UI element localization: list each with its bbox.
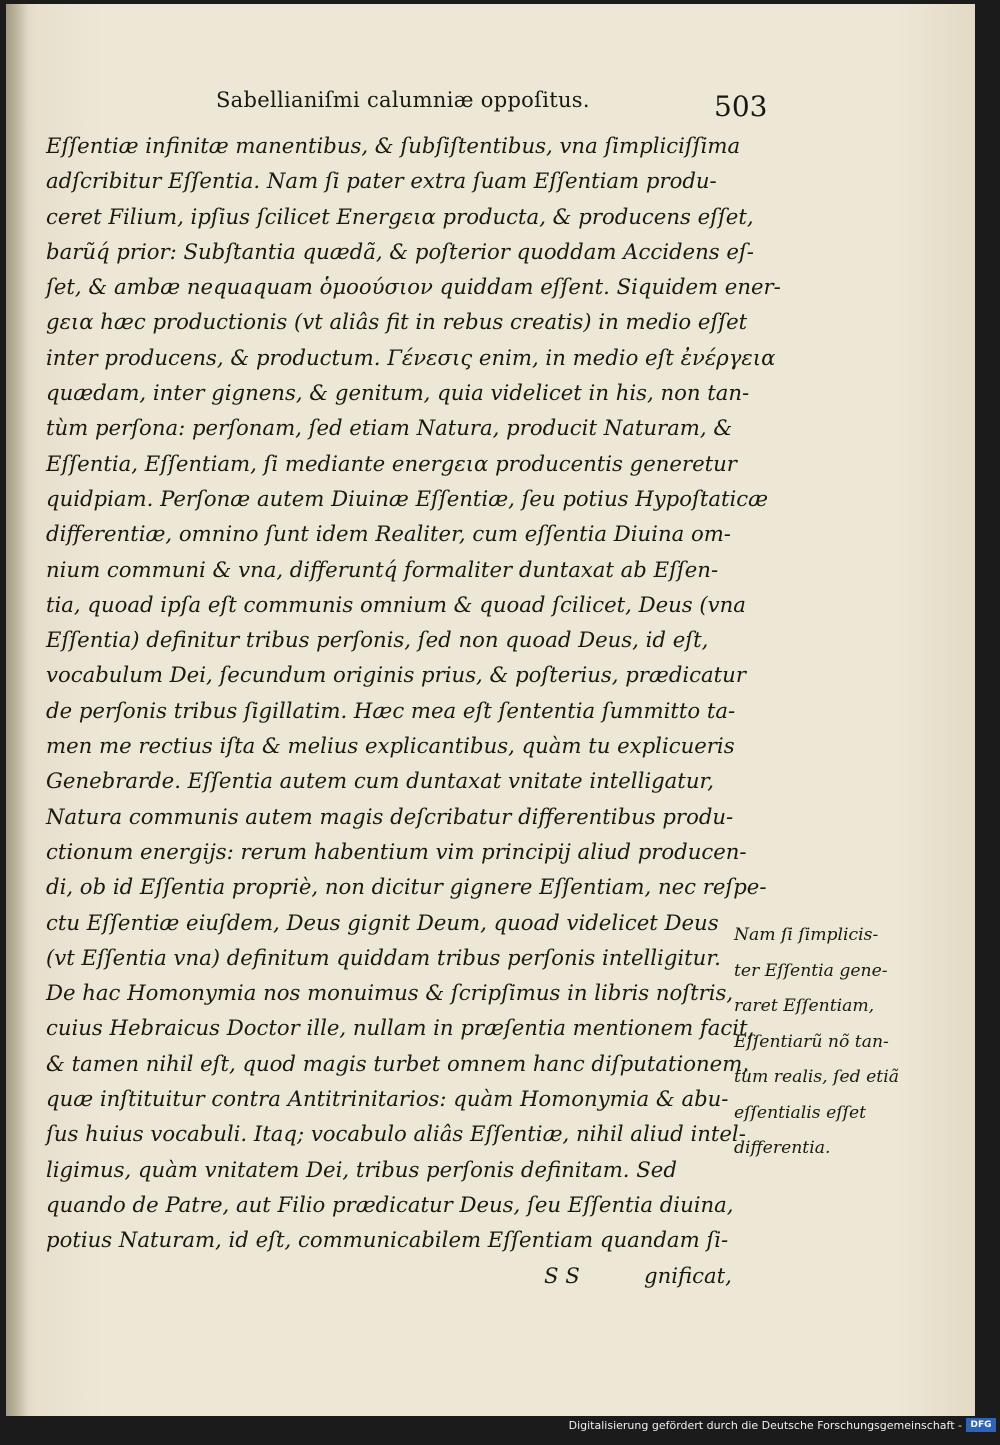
margin-line: eſſentialis eſſet <box>734 1102 867 1123</box>
text-line: ctionum energijs: rerum habentium vim principij aliud producen- <box>46 838 747 864</box>
text-line: ſus huius vocabuli. Itaq; vocabulo aliâs Eſſentiæ, nihil aliud intel- <box>46 1121 746 1147</box>
text-line: barũq́ prior: Subſtantia quædã, & poſterior quoddam Accidens eſ- <box>46 238 754 264</box>
margin-line: differentia. <box>734 1138 831 1158</box>
text-line: Genebrarde. Eſſentia autem cum duntaxat vnitate intelligatur, <box>46 768 715 794</box>
signature-mark: S S <box>544 1262 580 1288</box>
text-line: di, ob id Eſſentia propriè, non dicitur gignere Eſſentiam, nec reſpe- <box>46 874 767 900</box>
text-line: de perſonis tribus ſigillatim. Hæc mea eſt ſententia ſummitto ta- <box>46 697 736 723</box>
margin-line: Eſſentiarũ nõ tan- <box>734 1031 889 1052</box>
text-line: cuius Hebraicus Doctor ille, nullam in præſentia mentionem facit, <box>46 1015 755 1041</box>
text-line: tùm perſona: perſonam, ſed etiam Natura, producit Naturam, & <box>46 415 733 441</box>
text-line: ceret Filium, ipſius ſcilicet Energεια producta, & producens eſſet, <box>46 203 754 229</box>
text-line: quando de Patre, aut Filio prædicatur Deus, ſeu Eſſentia diuina, <box>46 1191 734 1217</box>
margin-line: ter Eſſentia gene- <box>734 960 888 981</box>
catchword-row <box>46 1258 776 1293</box>
running-title: Sabellianiſmi calumniæ oppoſitus. <box>216 88 590 112</box>
text-line: adſcribitur Eſſentia. Nam ſi pater extra ſuam Eſſentiam produ- <box>46 168 717 194</box>
text-line: ſet, & ambæ nequaquam ὁμοούσιον quiddam eſſent. Siquidem ener- <box>46 274 781 300</box>
dfg-logo: DFG <box>966 1418 996 1432</box>
text-line: gεια hæc productionis (vt aliâs fit in rebus creatis) in medio eſſet <box>46 309 748 335</box>
book-page <box>6 4 975 1416</box>
text-line: Eſſentia, Eſſentiam, ſi mediante energεια producentis generetur <box>46 450 737 476</box>
text-line: quæ inſtituitur contra Antitrinitarios: quàm Homonymia & abu- <box>46 1086 729 1112</box>
text-line: tia, quoad ipſa eſt communis omnium & quoad ſcilicet, Deus (vna <box>46 591 746 617</box>
text-line: quidpiam. Perſonæ autem Diuinæ Eſſentiæ, ſeu potius Hypoſtaticæ <box>46 485 769 511</box>
text-line: men me rectius iſta & melius explicantibus, quàm tu explicueris <box>46 733 735 759</box>
text-line: vocabulum Dei, ſecundum originis prius, & poſterius, prædicatur <box>46 662 746 688</box>
text-line: quædam, inter gignens, & genitum, quia videlicet in his, non tan- <box>46 380 750 406</box>
text-line: potius Naturam, id eſt, communicabilem Eſſentiam quandam ſi- <box>46 1227 729 1253</box>
spine-shadow <box>6 4 28 1416</box>
text-line: Eſſentiæ infinitæ manentibus, & ſubſiſtentibus, vna ſimpliciſſima <box>46 133 741 158</box>
main-text-block <box>46 128 781 1293</box>
text-line: Natura communis autem magis deſcribatur differentibus produ- <box>46 803 734 829</box>
margin-line: raret Eſſentiam, <box>734 996 875 1016</box>
text-line: inter producens, & productum. Γένεσις enim, in medio eſt ἐνέργεια <box>46 344 776 370</box>
text-line: differentiæ, omnino ſunt idem Realiter, cum eſſentia Diuina om- <box>46 521 731 547</box>
text-line: nium communi & vna, differuntq́ formaliter duntaxat ab Eſſen- <box>46 556 719 582</box>
text-line: ligimus, quàm vnitatem Dei, tribus perſonis definitam. Sed <box>46 1156 677 1182</box>
margin-line: Nam ſi ſimplicis- <box>734 925 879 945</box>
catchword: gnificat, <box>644 1262 732 1288</box>
text-line: Eſſentia) definitur tribus perſonis, ſed non quoad Deus, id eſt, <box>46 627 709 653</box>
marginal-note <box>734 918 974 1167</box>
funding-notice: Digitalisierung gefördert durch die Deutsche Forschungsgemeinschaft - <box>568 1419 962 1432</box>
page-number: 503 <box>714 90 768 123</box>
text-line: (vt Eſſentia vna) definitum quiddam tribus perſonis intelligitur. <box>46 944 721 970</box>
text-line: ctu Eſſentiæ eiuſdem, Deus gignit Deum, quoad videlicet Deus <box>46 909 719 935</box>
text-line: & tamen nihil eſt, quod magis turbet omnem hanc diſputationem, <box>46 1050 750 1076</box>
margin-line: tùm realis, ſed etiã <box>734 1067 899 1087</box>
text-line: De hac Homonymia nos monuimus & ſcripſimus in libris noſtris, <box>46 980 734 1006</box>
